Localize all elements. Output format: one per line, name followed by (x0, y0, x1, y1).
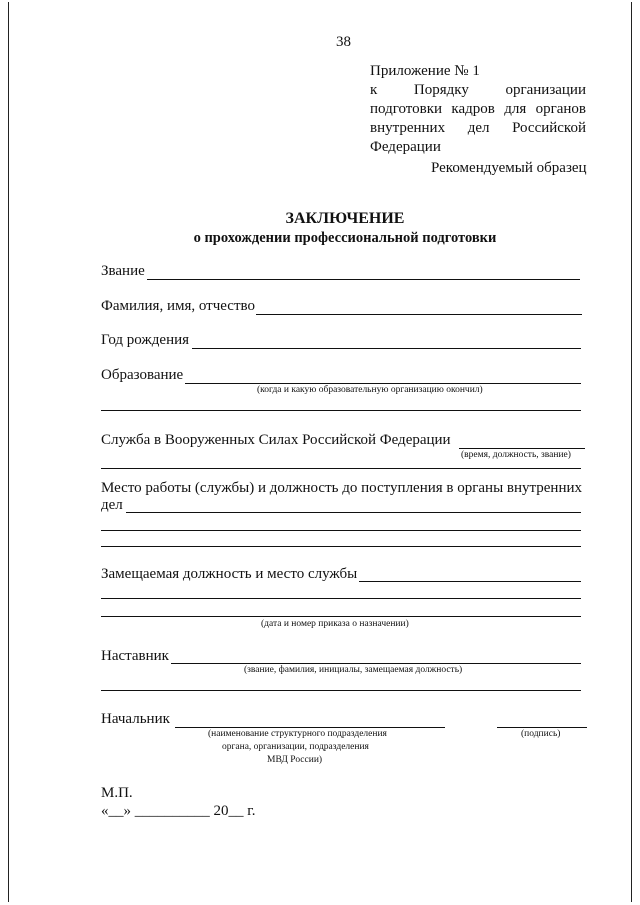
appendix-block (370, 62, 586, 157)
fio-label: Фамилия, имя, отчество (101, 298, 255, 314)
stamp-label: М.П. (101, 785, 133, 801)
document-subtitle: о прохождении профессиональной подготовки (193, 230, 497, 246)
signature-field[interactable] (497, 727, 587, 728)
education-label: Образование (101, 367, 184, 383)
signature-hint: (подпись) (521, 729, 561, 739)
military-field-2[interactable] (101, 468, 581, 469)
position-label: Замещаемая должность и место службы (101, 566, 358, 582)
appendix-line-2: подготовки кадров для органов (370, 101, 586, 117)
appendix-line-3: внутренних дел Российской (370, 120, 586, 136)
appendix-line-1: к Порядку организации (370, 82, 586, 98)
rank-field[interactable] (147, 279, 580, 280)
birth-year-label: Год рождения (101, 332, 190, 348)
chief-field[interactable] (175, 727, 445, 728)
mentor-field-2[interactable] (101, 690, 581, 691)
chief-hint-2: органа, организации, подразделения (222, 742, 369, 752)
rank-label: Звание (101, 263, 145, 279)
birth-year-field[interactable] (192, 348, 581, 349)
workplace-field[interactable] (126, 512, 581, 513)
recommended-sample: Рекомендуемый образец (431, 160, 587, 176)
education-field[interactable] (185, 383, 581, 384)
position-field-3[interactable] (101, 616, 581, 617)
appendix-line-4: Федерации (370, 139, 441, 155)
military-label: Служба в Вооруженных Силах Российской Федерации (101, 432, 451, 448)
appendix-title: Приложение № 1 (370, 63, 480, 79)
position-field[interactable] (359, 581, 581, 582)
fio-field[interactable] (256, 314, 582, 315)
position-field-2[interactable] (101, 598, 581, 599)
education-hint: (когда и какую образовательную организацию окончил) (257, 385, 483, 395)
mentor-hint: (звание, фамилия, инициалы, замещаемая должность) (244, 665, 463, 675)
education-field-2[interactable] (101, 410, 581, 411)
position-hint: (дата и номер приказа о назначении) (261, 619, 409, 629)
workplace-field-2[interactable] (101, 530, 581, 531)
mentor-label: Наставник (101, 648, 169, 664)
workplace-label-2: дел (101, 497, 123, 513)
chief-hint-3: МВД России) (267, 755, 323, 765)
page-number: 38 (336, 34, 351, 50)
chief-label: Начальник (101, 711, 170, 727)
military-hint: (время, должность, звание) (461, 450, 571, 460)
workplace-label: Место работы (службы) и должность до поступления в органы внутренних (101, 480, 582, 496)
mentor-field[interactable] (171, 663, 581, 664)
chief-hint-1: (наименование структурного подразделения (208, 729, 387, 739)
date-line[interactable]: «__» __________ 20__ г. (101, 803, 256, 819)
document-title: ЗАКЛЮЧЕНИЕ (285, 210, 405, 227)
military-field[interactable] (459, 448, 585, 449)
workplace-field-3[interactable] (101, 546, 581, 547)
